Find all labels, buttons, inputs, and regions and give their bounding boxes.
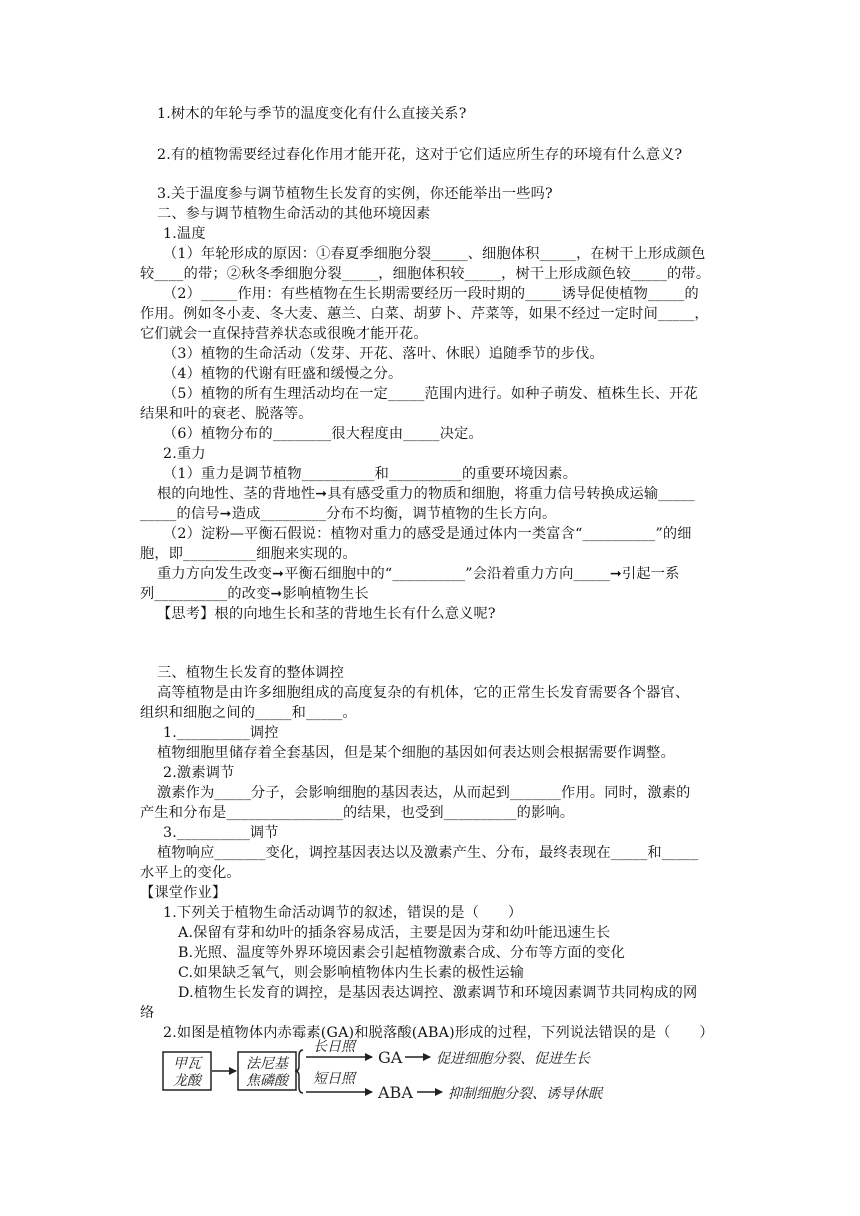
text-line: 列__________的改变➞影响植物生长 bbox=[140, 586, 369, 602]
text-line: （1）年轮形成的原因：①春夏季细胞分裂_____、细胞体积_____，在树干上形成颜色 bbox=[163, 246, 706, 262]
ga-effect: 促进细胞分裂、促进生长 bbox=[436, 1051, 590, 1067]
text-line: 高等植物是由许多细胞组成的高度复杂的有机体，它的正常生长发育需要各个器官、 bbox=[157, 685, 690, 701]
aba-effect: 抑制细胞分裂、诱导休眠 bbox=[448, 1086, 602, 1102]
long-day-label: 长日照 bbox=[313, 1039, 355, 1055]
box1-line1: 甲瓦 bbox=[173, 1056, 201, 1072]
text-line: 根的向地性、茎的背地性➞具有感受重力的物质和细胞，将重力信号转换成运输_____ bbox=[157, 486, 695, 502]
section-3-heading: 三、植物生长发育的整体调控 bbox=[157, 665, 345, 681]
text-line: 胞，即__________细胞来实现的。 bbox=[140, 546, 357, 562]
text-line: 结果和叶的衰老、脱落等。 bbox=[140, 406, 313, 422]
text-line: 它们就会一直保持营养状态或很晚才能开花。 bbox=[140, 326, 428, 342]
text-line: 植物响应_______变化，调控基因表达以及激素产生、分布，最终表现在_____和_____ bbox=[157, 845, 699, 861]
text-line: （1）重力是调节植物__________和__________的重要环境因素。 bbox=[163, 466, 578, 482]
text-line: 水平上的变化。 bbox=[140, 865, 241, 881]
text-line: （2）_____作用：有些植物在生长期需要经历一段时期的_____诱导促使植物_____的 bbox=[163, 286, 699, 302]
option-a: A.保留有芽和幼叶的插条容易成活，主要是因为芽和幼叶能迅速生长 bbox=[178, 925, 611, 941]
section-2-heading: 二、参与调节植物生命活动的其他环境因素 bbox=[157, 206, 431, 222]
text-line: 植物细胞里储存着全套基因，但是某个细胞的基因如何表达则会根据需要作调整。 bbox=[157, 745, 675, 761]
text-line: 较____的带；②秋冬季细胞分裂_____，细胞体积较_____，树干上形成颜色较_____的带。 bbox=[140, 266, 711, 282]
box2-line1: 法尼基 bbox=[246, 1056, 288, 1072]
text-line: （6）植物分布的________很大程度由_____决定。 bbox=[163, 426, 483, 442]
text-line: （2）淀粉—平衡石假说：植物对重力的感受是通过体内一类富含“__________”的细 bbox=[163, 526, 692, 542]
box1-line2: 龙酸 bbox=[173, 1073, 201, 1089]
ga-label: GA bbox=[378, 1048, 403, 1067]
text-line: 产生和分布是________________的结果，也受到__________的影响。 bbox=[140, 805, 575, 821]
text-line: 激素作为_____分子，会影响细胞的基因表达，从而起到_______作用。同时，激素的 bbox=[157, 785, 691, 801]
question-2: 2.有的植物需要经过春化作用才能开花，这对于它们适应所生存的环境有什么意义? bbox=[157, 147, 683, 163]
text-line: （3）植物的生命活动（发芽、开花、落叶、休眠）追随季节的步伐。 bbox=[163, 346, 604, 362]
exercise-2: 2.如图是植物体内赤霉素(GA)和脱落酸(ABA)形成的过程，下列说法错误的是（ ） bbox=[163, 1025, 714, 1041]
classwork-heading: 【课堂作业】 bbox=[140, 885, 227, 901]
subsection-gene: 1.__________调控 bbox=[163, 725, 279, 741]
question-3: 3.关于温度参与调节植物生长发育的实例，你还能举出一些吗? bbox=[157, 186, 553, 202]
subsection-environment: 3.__________调节 bbox=[163, 825, 279, 841]
box-mevalonic-acid bbox=[163, 1052, 211, 1090]
box-farnesyl-pyrophosphate bbox=[238, 1052, 296, 1090]
option-b: B.光照、温度等外界环境因素会引起植物激素合成、分布等方面的变化 bbox=[178, 945, 625, 961]
brace bbox=[295, 1050, 303, 1093]
subsection-hormone: 2.激素调节 bbox=[163, 765, 235, 781]
text-line: 作用。例如冬小麦、冬大麦、蕙兰、白菜、胡萝卜、芹菜等，如果不经过一定时间_____， bbox=[140, 306, 709, 322]
short-day-label: 短日照 bbox=[313, 1071, 355, 1087]
option-c: C.如果缺乏氧气，则会影响植物体内生长素的极性运输 bbox=[178, 965, 525, 981]
text-line: _____的信号➞造成_________分布不均衡，调节植物的生长方向。 bbox=[140, 506, 557, 522]
subsection-gravity: 2.重力 bbox=[163, 446, 206, 462]
aba-label: ABA bbox=[378, 1083, 413, 1102]
text-line: （4）植物的代谢有旺盛和缓慢之分。 bbox=[163, 366, 403, 382]
question-1: 1.树木的年轮与季节的温度变化有什么直接关系? bbox=[157, 106, 467, 122]
text-line: 重力方向发生改变➞平衡石细胞中的“__________”会沿着重力方向_____➞引起一系 bbox=[157, 566, 680, 582]
exercise-1: 1.下列关于植物生命活动调节的叙述，错误的是（ ） bbox=[163, 905, 523, 921]
text-line: 组织和细胞之间的_____和_____。 bbox=[140, 705, 357, 721]
subsection-temperature: 1.温度 bbox=[163, 226, 206, 242]
box2-line2: 焦磷酸 bbox=[246, 1073, 288, 1089]
text-line: （5）植物的所有生理活动均在一定_____范围内进行。如种子萌发、植株生长、开花 bbox=[163, 386, 698, 402]
option-d: D.植物生长发育的调控，是基因表达调控、激素调节和环境因素调节共同构成的网 bbox=[178, 985, 698, 1001]
think-question: 【思考】根的向地生长和茎的背地生长有什么意义呢? bbox=[157, 606, 496, 622]
option-d-cont: 络 bbox=[140, 1005, 155, 1021]
